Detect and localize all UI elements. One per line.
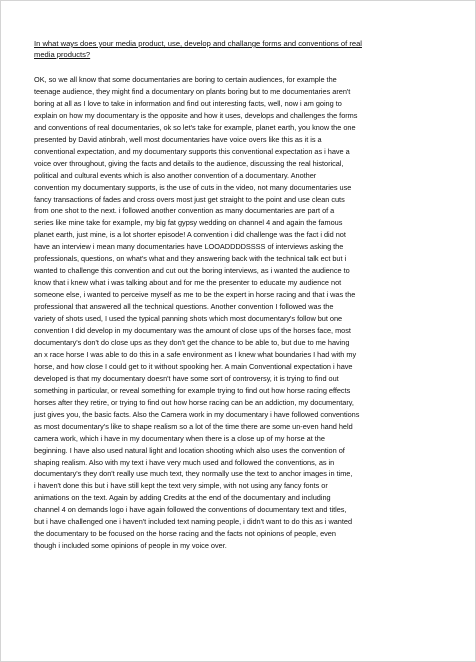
body-line: someone else, i wanted to perceive myself as me to be the expert in horse racing and that i was the: [34, 290, 356, 300]
body-line: an x race horse I was able to do this in a safe environment as I knew what boundaries I had with my: [34, 349, 357, 359]
body-line: shaping realism. Also with my text i have very much used and followed the conventions, as in: [34, 457, 335, 467]
body-line: as most documentary's like to shape realism so a lot of the time there are some un-even hand held: [34, 421, 353, 431]
body-line: horse, and how close I could get to it without spooking her. A main Conventional expectation i have: [34, 361, 353, 371]
document-title: [34, 39, 454, 60]
title-line: In what ways does your media product, use, develop and challange forms and conventions of real: [34, 39, 362, 48]
body-line: documentary's they don't really use much text, they normally use the text to anchor images in time,: [34, 469, 353, 479]
body-line: something in particular, or reveal something for example trying to find out how horse racing effects: [34, 385, 351, 395]
body-line: just gives you, the basic facts. Also the Camera work in my documentary i have followed conventions: [34, 409, 360, 419]
body-line: the documentary to be focused on the horse racing and the facts not opinions of people, even: [34, 529, 336, 539]
body-line: professionals, questions, on what's what and they answering back with the technical talk ect but i: [34, 254, 347, 264]
body-line: political and cultural events which is also another convention of a documentary. Another: [34, 170, 317, 180]
body-line: series like mine take for example, my big fat gypsy wedding on channel 4 and again the famous: [34, 218, 343, 228]
body-line: i haven't done this but i have still kept the text very simple, with not using any fancy fonts or: [34, 481, 328, 491]
body-line: conventional expectation, and my documentary supports this conventional expectation as i have a: [34, 146, 350, 156]
body-line: teenage audience, they might find a documentary on plants boring but to me documentaries aren't: [34, 86, 351, 96]
document-body: [34, 74, 454, 552]
body-line: fancy transactions of fades and cross overs most just get straight to the point and use clean cuts: [34, 194, 345, 204]
body-line: know that i knew what i was talking about and for me the presenter to educate my audience not: [34, 278, 342, 288]
body-line: explain on how my documentary is the opposite and how it uses, develops and challenges the forms: [34, 110, 358, 120]
body-line: camera work, which i have in my documentary when there is a close up of my horse at the: [34, 433, 325, 443]
title-line: media products?: [34, 49, 91, 59]
body-line: though i included some opinions of people in my voice over.: [34, 541, 227, 551]
body-line: OK, so we all know that some documentaries are boring to certain audiences, for example the: [34, 75, 337, 84]
body-line: developed is that my documentary doesn't have some sort of controversy, it is trying to find out: [34, 373, 339, 383]
body-line: convention I did develop in my documentary was the amount of close ups of the horses face, most: [34, 326, 351, 336]
body-line: documentary's don't do close ups as they don't get the chance to be able to, but due to me having: [34, 337, 350, 347]
body-line: have an interview i mean many documentaries have LOOADDDDSSSS of interviews asking the: [34, 242, 344, 252]
body-line: beginning. I have also used natural light and location shooting which also uses the convention of: [34, 445, 345, 455]
body-line: voice over throughout, giving the facts and details to the audience, discussing the real historical,: [34, 158, 344, 168]
body-line: horses after they retire, or trying to find out how horse racing can be an addiction, my documentary,: [34, 397, 354, 407]
body-line: wanted to challenge this convention and cut out the boring interviews, as i wanted the audience to: [34, 266, 350, 276]
body-line: professional that answered all the technical questions. Another convention I followed was the: [34, 302, 334, 312]
body-line: variety of shots used, I used the typical panning shots which most documentary's follow but one: [34, 314, 343, 324]
body-line: from one shot to the next. i followed another convention as many documentaries are part of a: [34, 206, 335, 216]
body-line: animations on the text. Again by adding Credits at the end of the documentary and including: [34, 493, 331, 503]
body-line: planet earth, just mine, is a lot shorter episode! A convention i did challenge was the fact i did not: [34, 230, 346, 240]
body-line: presented by David atinbrah, well most documentaries have voice overs like this as it is a: [34, 134, 322, 144]
body-line: convention my documentary supports, is the use of cuts in the video, not many documentaries use: [34, 182, 352, 192]
body-line: channel 4 on demands logo i have again followed the conventions of documentary text and titles,: [34, 505, 347, 515]
body-line: and conventions of real documentaries, ok so let's take for example, planet earth, you know the one: [34, 122, 356, 132]
body-line: boring at all as I love to take in information and find out interesting facts, well, now i am going to: [34, 98, 342, 108]
body-line: but i have challenged one i haven't included text naming people, i didn't want to do this as i wanted: [34, 517, 353, 527]
